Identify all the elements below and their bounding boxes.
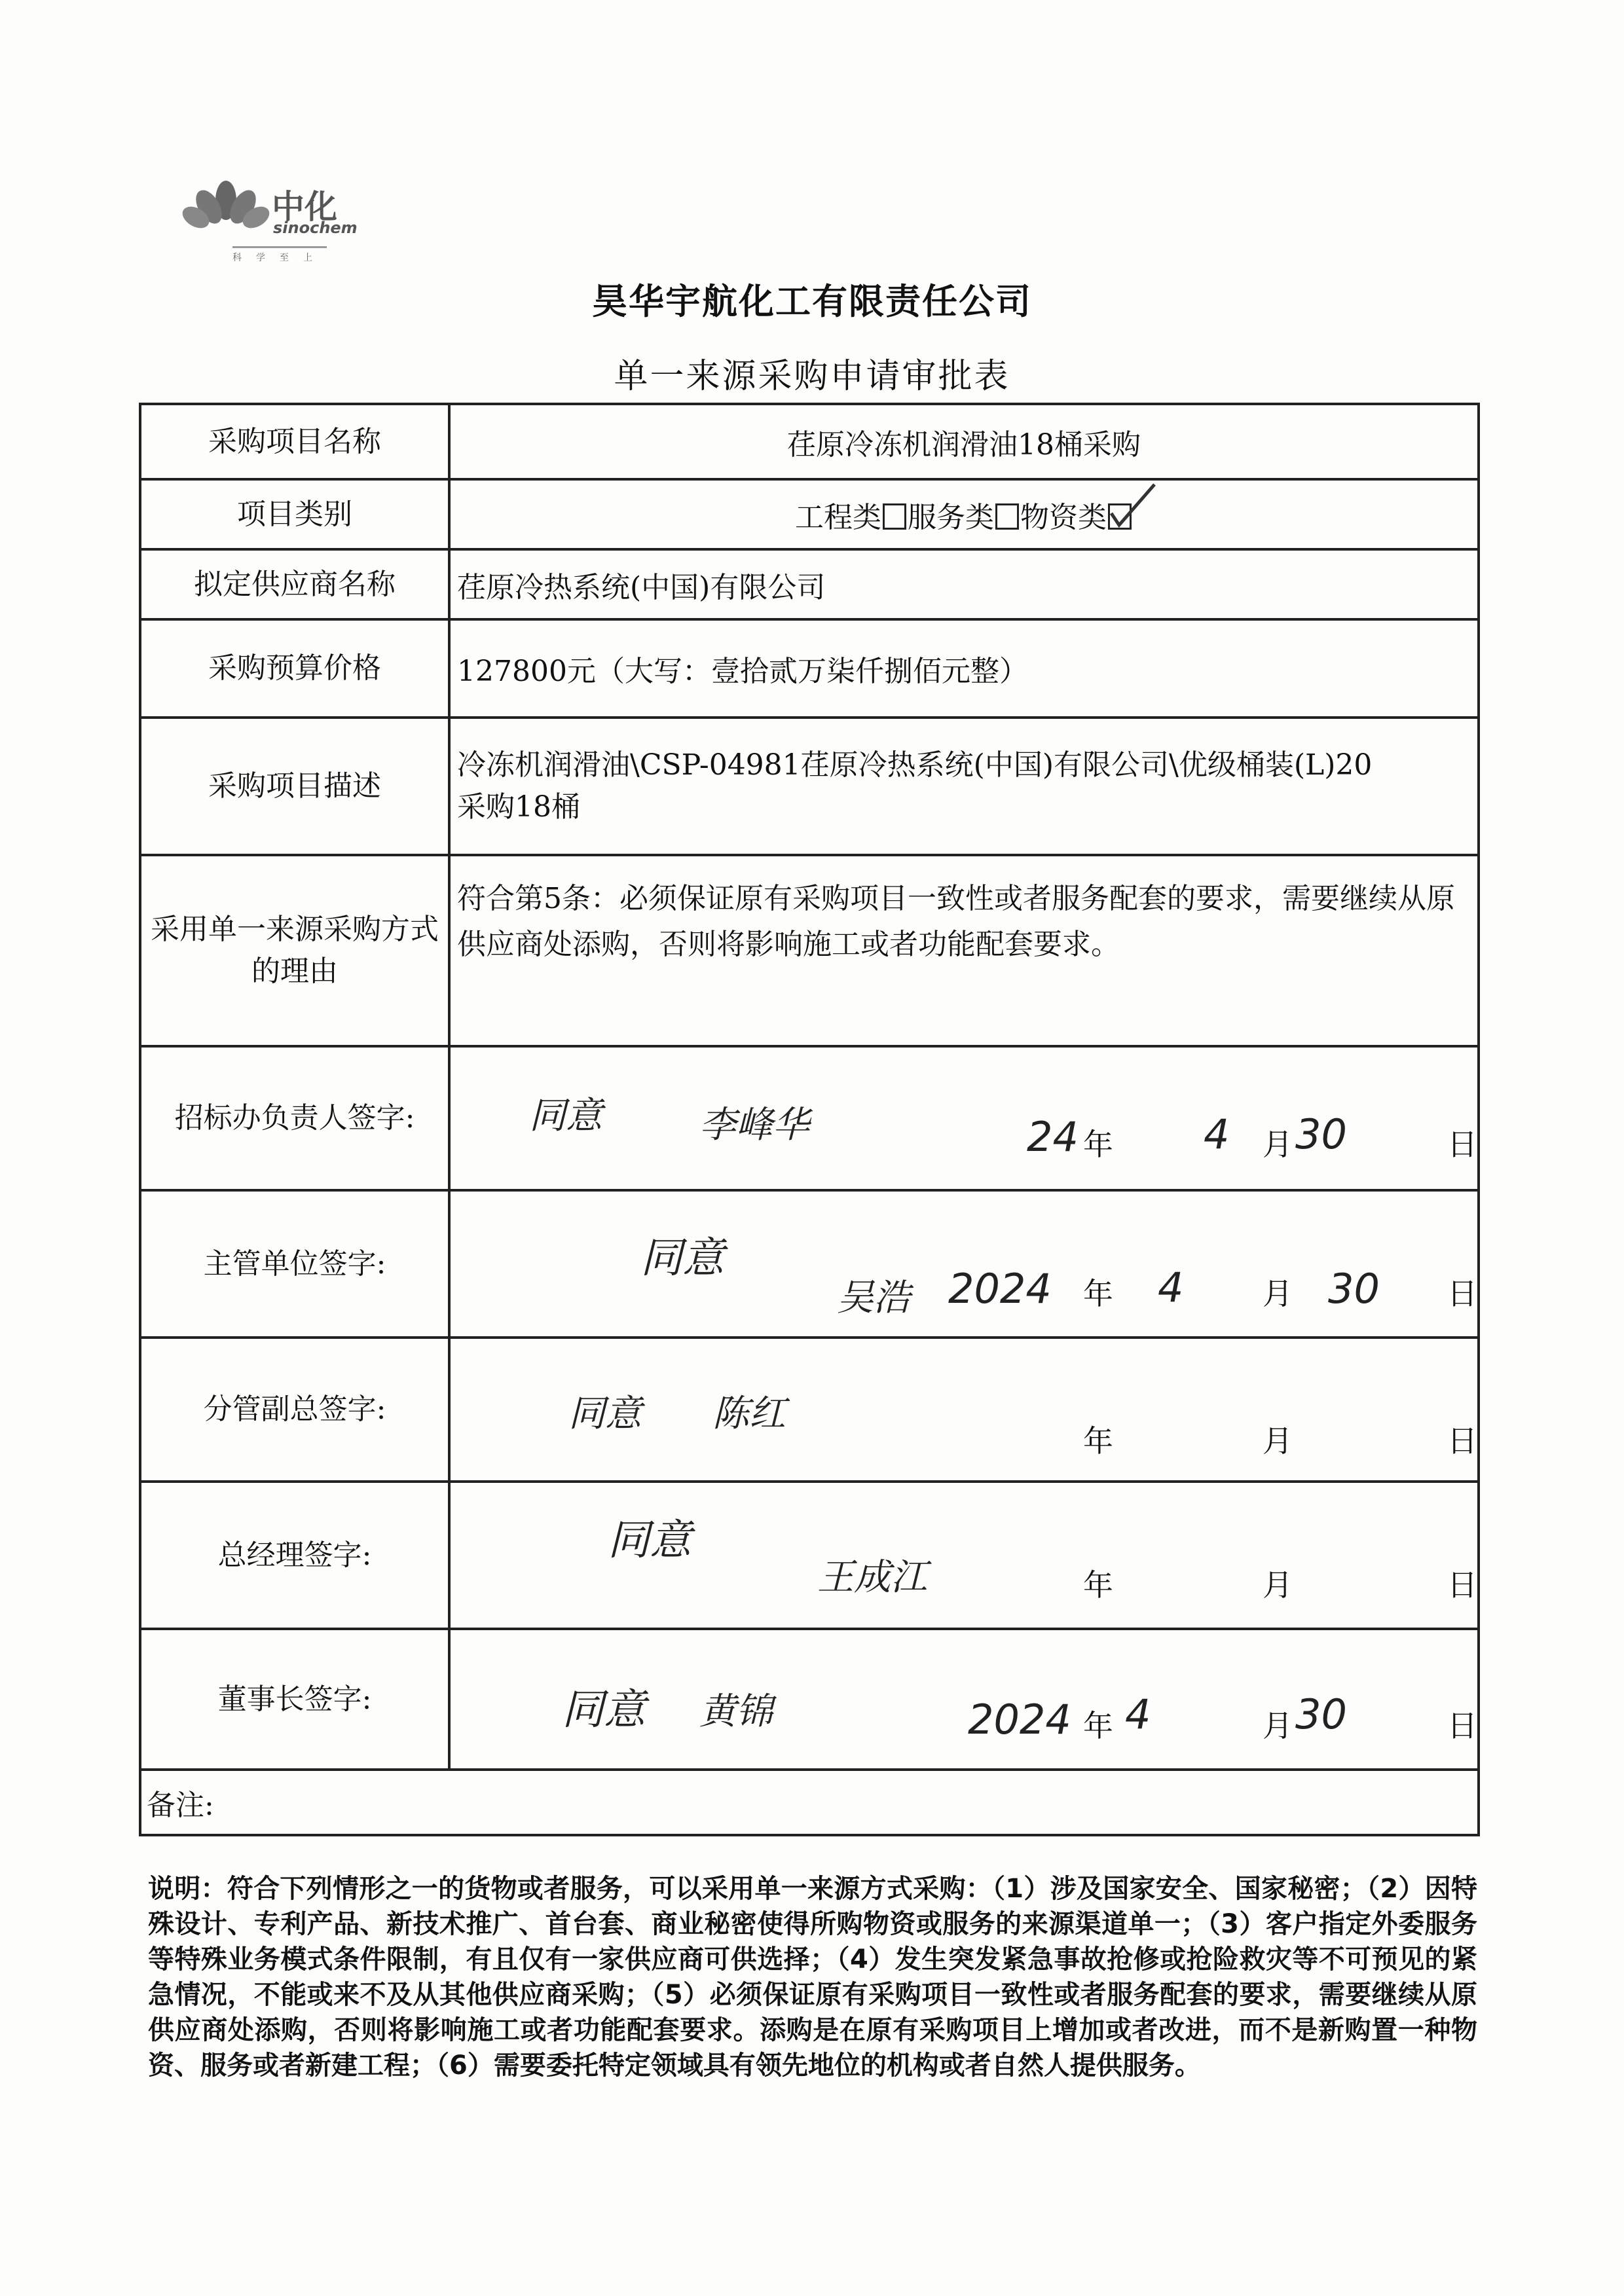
handwritten-signature: 李峰华 <box>699 1104 809 1146</box>
month-mark: 月 <box>1263 1708 1293 1743</box>
description-line-2: 采购18桶 <box>457 790 580 824</box>
signature-label: 总经理签字: <box>140 1482 449 1629</box>
supplier-label: 拟定供应商名称 <box>140 549 449 619</box>
category-label: 项目类别 <box>140 479 449 549</box>
day-mark: 日 <box>1447 1276 1477 1311</box>
signature-row <box>140 1046 1479 1190</box>
row-project-name <box>140 404 1479 479</box>
sinochem-logo <box>180 175 363 267</box>
year-mark: 年 <box>1083 1423 1113 1459</box>
logo-motto: 科学至上 <box>232 246 327 264</box>
signature-label: 招标办负责人签字: <box>140 1046 449 1190</box>
row-supplier <box>140 549 1479 619</box>
handwritten-month: 4 <box>1125 1690 1151 1738</box>
description-label: 采购项目描述 <box>140 718 449 855</box>
explanatory-note: 说明：符合下列情形之一的货物或者服务，可以采用单一来源方式采购：（1）涉及国家安全、国家秘密；（2）因特殊设计、专利产品、新技术推广、首台套、商业秘密使得所购物资或服务的来源渠道单一；（3）客户指定外委服务等特殊业务模式条件限制，有且仅有一家供应商可供选择；（4）发生突发紧急事故抢修或抢险救灾等不可预见的紧急情况，不能或来不及从其他供应商采购；（5）必须保证原有采购项目一致性或者服务配套的要求，需要继续从原供应商处添购，否则将影响施工或者功能配套要求。添购是在原有采购项目上增加或者改进，而不是新购置一种物资、服务或者新建工程；（6）需要委托特定领域具有领先地位的机构或者自然人提供服务。 <box>148 1874 1477 2081</box>
row-reason <box>140 855 1479 1046</box>
year-mark: 年 <box>1083 1276 1113 1311</box>
budget-value: 127800元（大写：壹拾贰万柒仟捌佰元整） <box>449 619 1479 718</box>
signature-row <box>140 1338 1479 1482</box>
handwritten-day: 30 <box>1295 1110 1347 1158</box>
handwritten-signature: 陈红 <box>712 1393 786 1435</box>
handwritten-comment: 同意 <box>568 1393 642 1435</box>
year-mark: 年 <box>1083 1127 1113 1162</box>
day-mark: 日 <box>1447 1708 1477 1743</box>
project-name-value: 荏原冷冻机润滑油18桶采购 <box>449 404 1479 479</box>
handwritten-comment: 同意 <box>562 1686 646 1734</box>
handwritten-signature: 王成江 <box>817 1556 927 1599</box>
day-mark: 日 <box>1447 1423 1477 1459</box>
handwritten-year: 2024 <box>968 1696 1071 1743</box>
approval-form <box>139 403 1480 1836</box>
signature-area <box>449 1482 1479 1629</box>
supplier-value: 荏原冷热系统(中国)有限公司 <box>449 549 1479 619</box>
form-title: 单一来源采购申请审批表 <box>614 357 1010 396</box>
signature-label: 董事长签字: <box>140 1629 449 1770</box>
month-mark: 月 <box>1263 1276 1293 1311</box>
handwritten-signature: 吴浩 <box>837 1277 910 1319</box>
checkbox-service <box>995 503 1019 530</box>
month-mark: 月 <box>1263 1127 1293 1162</box>
year-mark: 年 <box>1083 1567 1113 1603</box>
year-mark: 年 <box>1083 1708 1113 1743</box>
row-budget <box>140 619 1479 718</box>
signature-area <box>449 1338 1479 1482</box>
row-description <box>140 718 1479 855</box>
row-category <box>140 479 1479 549</box>
description-value <box>449 718 1479 855</box>
month-mark: 月 <box>1263 1567 1293 1603</box>
day-mark: 日 <box>1447 1127 1477 1162</box>
handwritten-day: 30 <box>1295 1690 1347 1738</box>
month-mark: 月 <box>1263 1423 1293 1459</box>
company-name: 昊华宇航化工有限责任公司 <box>592 281 1032 322</box>
category-option-engineering: 工程类 <box>795 500 881 534</box>
signature-label: 主管单位签字: <box>140 1190 449 1338</box>
signature-row <box>140 1190 1479 1338</box>
handwritten-year: 2024 <box>948 1265 1052 1313</box>
description-line-1: 冷冻机润滑油\CSP-04981荏原冷热系统(中国)有限公司\优级桶装(L)20 <box>457 748 1373 782</box>
logo-name-en: sinochem <box>273 219 358 237</box>
handwritten-signature: 黄锦 <box>699 1690 773 1733</box>
row-remarks <box>140 1770 1479 1835</box>
logo-name-cn: 中化 <box>272 188 337 226</box>
handwritten-year: 24 <box>1027 1113 1079 1161</box>
checkbox-material <box>1108 503 1132 530</box>
lotus-icon <box>180 175 272 247</box>
category-option-material: 物资类 <box>1020 500 1107 534</box>
signature-label: 分管副总签字: <box>140 1338 449 1482</box>
reason-value: 符合第5条：必须保证原有采购项目一致性或者服务配套的要求，需要继续从原供应商处添购，否则将影响施工或者功能配套要求。 <box>449 855 1479 1046</box>
handwritten-comment: 同意 <box>640 1234 724 1283</box>
category-options <box>449 479 1479 549</box>
signature-row <box>140 1629 1479 1770</box>
signature-area <box>449 1629 1479 1770</box>
signature-area <box>449 1190 1479 1338</box>
handwritten-comment: 同意 <box>608 1516 692 1565</box>
handwritten-month: 4 <box>1204 1110 1230 1158</box>
handwritten-month: 4 <box>1158 1264 1184 1311</box>
project-name-label: 采购项目名称 <box>140 404 449 479</box>
budget-label: 采购预算价格 <box>140 619 449 718</box>
handwritten-day: 30 <box>1328 1265 1380 1313</box>
signature-area <box>449 1046 1479 1190</box>
category-option-service: 服务类 <box>908 500 994 534</box>
handwritten-comment: 同意 <box>529 1095 602 1137</box>
checkmark-icon <box>1106 479 1158 532</box>
checkbox-engineering <box>883 503 906 530</box>
signature-row <box>140 1482 1479 1629</box>
reason-label: 采用单一来源采购方式的理由 <box>140 855 449 1046</box>
remarks-label: 备注: <box>140 1770 1479 1835</box>
day-mark: 日 <box>1447 1567 1477 1603</box>
